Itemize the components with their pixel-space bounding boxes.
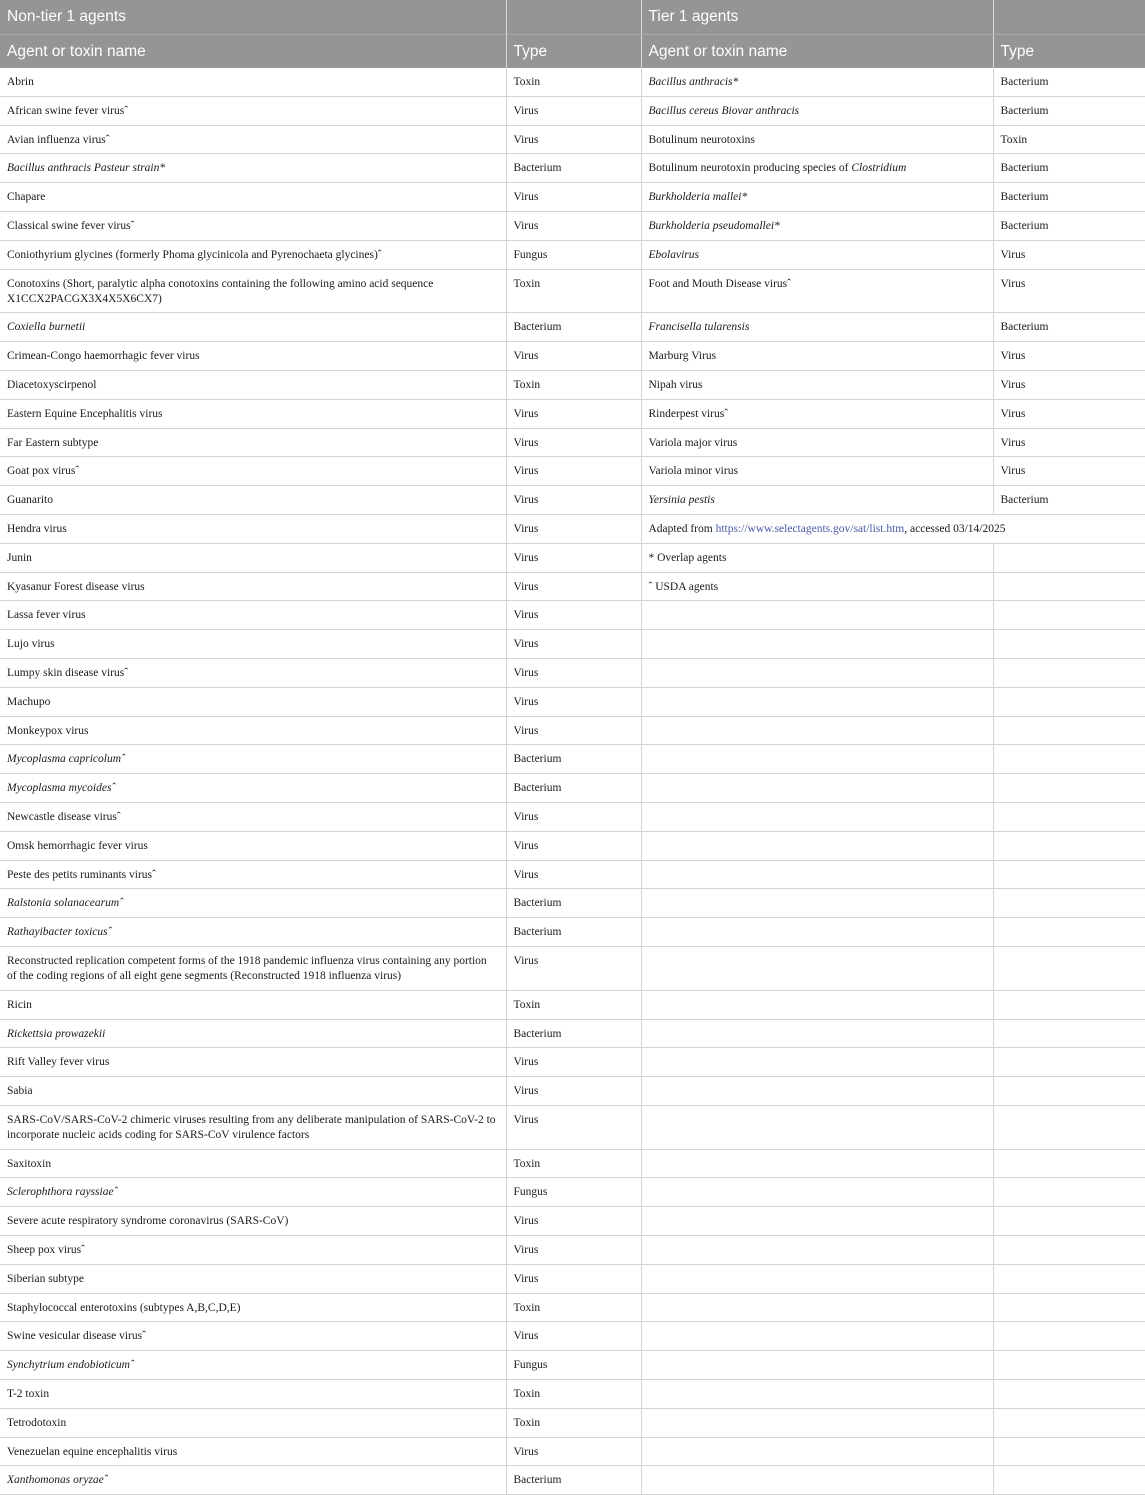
tier1-agent-name-cell: Marburg Virus	[641, 342, 993, 371]
tier1-agent-name-cell: Burkholderia mallei*	[641, 183, 993, 212]
table-row	[0, 831, 1145, 860]
table-row	[0, 990, 1145, 1019]
tier1-agent-type-cell	[993, 1322, 1145, 1351]
agent-name-cell: Sabia	[0, 1077, 506, 1106]
table-row	[0, 457, 1145, 486]
table-row	[0, 658, 1145, 687]
agent-name-cell: Swine vesicular disease virusˆ	[0, 1322, 506, 1351]
tier1-agent-type-cell	[993, 1437, 1145, 1466]
tier1-agent-type-cell	[993, 774, 1145, 803]
tier1-agent-name-cell	[641, 1207, 993, 1236]
tier1-agent-name-cell: Variola minor virus	[641, 457, 993, 486]
agent-type-cell: Virus	[506, 1236, 641, 1265]
tier1-agent-type-cell	[993, 1466, 1145, 1495]
agent-type-cell: Virus	[506, 183, 641, 212]
table-row	[0, 1105, 1145, 1149]
agent-type-cell: Virus	[506, 1048, 641, 1077]
tier1-agent-name-cell	[641, 1178, 993, 1207]
agent-name-cell: Goat pox virusˆ	[0, 457, 506, 486]
group-header-spacer	[506, 0, 641, 35]
tier1-agent-type-cell: Bacterium	[993, 183, 1145, 212]
agent-name-cell: Synchytrium endobioticumˆ	[0, 1351, 506, 1380]
tier1-agent-name-cell	[641, 1437, 993, 1466]
agent-type-cell: Toxin	[506, 370, 641, 399]
agent-name-cell: Venezuelan equine encephalitis virus	[0, 1437, 506, 1466]
column-header-agent-name: Agent or toxin name	[641, 35, 993, 69]
tier1-agent-name-cell	[641, 630, 993, 659]
tier1-agent-type-cell	[993, 1207, 1145, 1236]
table-row	[0, 154, 1145, 183]
tier1-agent-name-cell	[641, 154, 993, 183]
tier1-agent-name-cell	[641, 1149, 993, 1178]
table-row	[0, 1048, 1145, 1077]
table-row	[0, 946, 1145, 990]
tier1-agent-type-cell	[993, 1351, 1145, 1380]
table-row	[0, 860, 1145, 889]
agent-type-cell: Bacterium	[506, 1019, 641, 1048]
agent-type-cell: Virus	[506, 486, 641, 515]
agent-type-cell: Virus	[506, 543, 641, 572]
tier1-agent-type-cell	[993, 802, 1145, 831]
agent-type-cell: Toxin	[506, 1408, 641, 1437]
table-row	[0, 68, 1145, 96]
agent-type-cell: Virus	[506, 96, 641, 125]
tier1-agent-name-cell: Botulinum neurotoxins	[641, 125, 993, 154]
agent-type-cell: Virus	[506, 1322, 641, 1351]
agent-name-cell: Monkeypox virus	[0, 716, 506, 745]
agent-name-cell: Siberian subtype	[0, 1264, 506, 1293]
agent-type-cell: Virus	[506, 211, 641, 240]
tier1-agent-name-cell: Francisella tularensis	[641, 313, 993, 342]
tier1-agent-type-cell	[993, 1264, 1145, 1293]
table-row	[0, 687, 1145, 716]
tier1-agent-name-cell	[641, 1466, 993, 1495]
table-row	[0, 313, 1145, 342]
tier1-agent-name-cell	[641, 658, 993, 687]
agent-type-cell: Fungus	[506, 240, 641, 269]
agent-name-cell: Staphylococcal enterotoxins (subtypes A,B,C,D,E)	[0, 1293, 506, 1322]
tier1-agent-name-cell	[641, 1264, 993, 1293]
tier1-agent-type-cell	[993, 572, 1145, 601]
agent-name-cell: Ralstonia solanacearumˆ	[0, 889, 506, 918]
tier1-agent-type-cell	[993, 1408, 1145, 1437]
agent-name-cell: Rift Valley fever virus	[0, 1048, 506, 1077]
table-row	[0, 1466, 1145, 1495]
tier1-agent-name-cell	[641, 1019, 993, 1048]
tier1-agent-name-cell: Bacillus anthracis*	[641, 68, 993, 96]
agent-name-cell: T-2 toxin	[0, 1380, 506, 1409]
table-row	[0, 486, 1145, 515]
tier1-agent-type-cell	[993, 543, 1145, 572]
tier1-agent-type-cell	[993, 630, 1145, 659]
table-row	[0, 543, 1145, 572]
agent-name-cell: Tetrodotoxin	[0, 1408, 506, 1437]
column-header-type: Type	[993, 35, 1145, 69]
table-row	[0, 1322, 1145, 1351]
tier1-agent-type-cell: Bacterium	[993, 154, 1145, 183]
source-link[interactable]: https://www.selectagents.gov/sat/list.htm	[715, 522, 905, 535]
tier1-agent-type-cell	[993, 1178, 1145, 1207]
agent-name-cell: Diacetoxyscirpenol	[0, 370, 506, 399]
agent-type-cell: Bacterium	[506, 745, 641, 774]
tier1-agent-type-cell: Bacterium	[993, 68, 1145, 96]
tier1-agent-name-cell: ˆ USDA agents	[641, 572, 993, 601]
tier1-agent-type-cell	[993, 860, 1145, 889]
tier1-agent-name-cell: Ebolavirus	[641, 240, 993, 269]
table-row	[0, 211, 1145, 240]
agent-name-cell: Mycoplasma mycoidesˆ	[0, 774, 506, 803]
agent-type-cell: Virus	[506, 572, 641, 601]
agent-name-cell: Rathayibacter toxicusˆ	[0, 918, 506, 947]
tier1-agent-name-cell	[641, 1293, 993, 1322]
agent-name-cell: Crimean-Congo haemorrhagic fever virus	[0, 342, 506, 371]
tier1-agent-type-cell: Bacterium	[993, 211, 1145, 240]
agent-type-cell: Fungus	[506, 1178, 641, 1207]
table-row	[0, 601, 1145, 630]
agent-name-cell: Conotoxins (Short, paralytic alpha conotoxins containing the following amino acid sequence X1CCX2PACGX3X4X5X6CX7)	[0, 269, 506, 313]
agent-name-cell: Lumpy skin disease virusˆ	[0, 658, 506, 687]
group-header-non-tier1: Non-tier 1 agents	[0, 0, 506, 35]
agent-name-cell: SARS-CoV/SARS-CoV-2 chimeric viruses resulting from any deliberate manipulation of SARS-CoV-2 to incorporate nucleic acids coding for SARS-CoV virulence factors	[0, 1105, 506, 1149]
agent-type-cell: Fungus	[506, 1351, 641, 1380]
agent-name-cell: Eastern Equine Encephalitis virus	[0, 399, 506, 428]
agent-type-cell: Virus	[506, 946, 641, 990]
table-row	[0, 125, 1145, 154]
tier1-agent-genus-text: Clostridium	[851, 162, 907, 175]
table-row	[0, 370, 1145, 399]
agent-name-cell: Ricin	[0, 990, 506, 1019]
agent-name-cell: Rickettsia prowazekii	[0, 1019, 506, 1048]
agent-type-cell: Bacterium	[506, 889, 641, 918]
agent-name-cell: Sheep pox virusˆ	[0, 1236, 506, 1265]
column-header-agent-name: Agent or toxin name	[0, 35, 506, 69]
table-row	[0, 716, 1145, 745]
tier1-agent-type-cell	[993, 1149, 1145, 1178]
tier1-agent-type-cell: Virus	[993, 428, 1145, 457]
tier1-agent-type-cell: Virus	[993, 457, 1145, 486]
tier1-agent-type-cell	[993, 889, 1145, 918]
agent-name-cell: Classical swine fever virusˆ	[0, 211, 506, 240]
table-body	[0, 68, 1145, 1495]
agent-type-cell: Toxin	[506, 1293, 641, 1322]
table-row	[0, 630, 1145, 659]
agent-type-cell: Virus	[506, 860, 641, 889]
agent-type-cell: Bacterium	[506, 1466, 641, 1495]
agent-type-cell: Virus	[506, 630, 641, 659]
tier1-agent-name-cell: Rinderpest virusˆ	[641, 399, 993, 428]
tier1-agent-type-cell	[993, 1019, 1145, 1048]
group-header-spacer	[993, 0, 1145, 35]
agent-type-cell: Virus	[506, 687, 641, 716]
agent-name-cell: Reconstructed replication competent forms of the 1918 pandemic influenza virus containing any portion of the coding regions of all eight gene segments (Reconstructed 1918 influenza virus)	[0, 946, 506, 990]
agent-name-cell: Kyasanur Forest disease virus	[0, 572, 506, 601]
tier1-agent-name-cell	[641, 1322, 993, 1351]
agent-name-cell: Far Eastern subtype	[0, 428, 506, 457]
tier1-agent-type-cell	[993, 658, 1145, 687]
tier1-agent-name-cell: Bacillus cereus Biovar anthracis	[641, 96, 993, 125]
agent-type-cell: Virus	[506, 1437, 641, 1466]
tier1-agent-name-cell	[641, 1105, 993, 1149]
tier1-agent-name-cell: Yersinia pestis	[641, 486, 993, 515]
tier1-agent-type-cell	[993, 1380, 1145, 1409]
tier1-agent-type-cell: Virus	[993, 240, 1145, 269]
tier1-agent-name-cell	[641, 946, 993, 990]
table-row	[0, 802, 1145, 831]
tier1-agent-name-cell	[641, 1048, 993, 1077]
agent-name-cell: Severe acute respiratory syndrome coronavirus (SARS-CoV)	[0, 1207, 506, 1236]
agent-type-cell: Virus	[506, 342, 641, 371]
agent-name-cell: Peste des petits ruminants virusˆ	[0, 860, 506, 889]
agent-type-cell: Toxin	[506, 990, 641, 1019]
tier1-agent-name-cell: Nipah virus	[641, 370, 993, 399]
tier1-agent-type-cell	[993, 946, 1145, 990]
tier1-agent-type-cell: Virus	[993, 370, 1145, 399]
agent-name-cell: Saxitoxin	[0, 1149, 506, 1178]
agent-type-cell: Virus	[506, 802, 641, 831]
agent-type-cell: Virus	[506, 457, 641, 486]
table-row	[0, 240, 1145, 269]
table-row	[0, 572, 1145, 601]
source-footnote	[641, 514, 1145, 543]
agent-type-cell: Toxin	[506, 269, 641, 313]
table-row	[0, 1264, 1145, 1293]
agent-name-cell: Machupo	[0, 687, 506, 716]
table-row	[0, 1149, 1145, 1178]
agent-type-cell: Virus	[506, 658, 641, 687]
tier1-agent-name-cell	[641, 1351, 993, 1380]
agent-name-cell: Guanarito	[0, 486, 506, 515]
agent-type-cell: Virus	[506, 125, 641, 154]
tier1-agent-name-cell	[641, 745, 993, 774]
agent-type-cell: Toxin	[506, 1149, 641, 1178]
table-row	[0, 1293, 1145, 1322]
table-row	[0, 1207, 1145, 1236]
table-row	[0, 1019, 1145, 1048]
tier1-agent-type-cell	[993, 601, 1145, 630]
agent-name-cell: Xanthomonas oryzaeˆ	[0, 1466, 506, 1495]
agent-type-cell: Virus	[506, 1077, 641, 1106]
table-row	[0, 428, 1145, 457]
table-row	[0, 399, 1145, 428]
table-row	[0, 183, 1145, 212]
agent-name-cell: Coxiella burnetii	[0, 313, 506, 342]
tier1-agent-name-cell	[641, 889, 993, 918]
table-row	[0, 269, 1145, 313]
agent-name-cell: Lassa fever virus	[0, 601, 506, 630]
table-row	[0, 1236, 1145, 1265]
tier1-agent-name-cell: Foot and Mouth Disease virusˆ	[641, 269, 993, 313]
tier1-agent-name-cell	[641, 687, 993, 716]
footnote-prefix: Adapted from	[648, 522, 713, 535]
table-row	[0, 514, 1145, 543]
agent-type-cell: Virus	[506, 601, 641, 630]
tier1-agent-name-cell	[641, 802, 993, 831]
agent-type-cell: Virus	[506, 428, 641, 457]
agent-type-cell: Virus	[506, 399, 641, 428]
tier1-agent-type-cell	[993, 1048, 1145, 1077]
tier1-agent-name-cell	[641, 1408, 993, 1437]
column-header-type: Type	[506, 35, 641, 69]
table-row	[0, 1408, 1145, 1437]
tier1-agent-type-cell	[993, 687, 1145, 716]
table-row	[0, 774, 1145, 803]
tier1-agent-name-cell	[641, 918, 993, 947]
agent-name-cell: Coniothyrium glycines (formerly Phoma glycinicola and Pyrenochaeta glycines)ˆ	[0, 240, 506, 269]
table-row	[0, 745, 1145, 774]
agent-type-cell: Virus	[506, 716, 641, 745]
agent-type-cell: Virus	[506, 1207, 641, 1236]
agent-name-cell: Abrin	[0, 68, 506, 96]
agent-name-cell: Chapare	[0, 183, 506, 212]
tier1-agent-type-cell: Bacterium	[993, 313, 1145, 342]
agent-type-cell: Bacterium	[506, 154, 641, 183]
tier1-agent-name-cell: Burkholderia pseudomallei*	[641, 211, 993, 240]
agent-type-cell: Virus	[506, 831, 641, 860]
tier1-agent-type-cell: Bacterium	[993, 96, 1145, 125]
agent-name-cell: African swine fever virusˆ	[0, 96, 506, 125]
tier1-agent-name-cell	[641, 990, 993, 1019]
table-row	[0, 889, 1145, 918]
agent-type-cell: Bacterium	[506, 313, 641, 342]
agent-type-cell: Toxin	[506, 1380, 641, 1409]
tier1-agent-type-cell	[993, 1236, 1145, 1265]
tier1-agent-type-cell	[993, 1077, 1145, 1106]
tier1-agent-name-cell	[641, 601, 993, 630]
agent-type-cell: Virus	[506, 1105, 641, 1149]
tier1-agent-type-cell: Virus	[993, 342, 1145, 371]
agent-name-cell: Avian influenza virusˆ	[0, 125, 506, 154]
agent-type-cell: Virus	[506, 514, 641, 543]
tier1-agent-type-cell	[993, 745, 1145, 774]
table-row	[0, 1077, 1145, 1106]
tier1-agent-type-cell	[993, 1293, 1145, 1322]
agent-name-cell: Mycoplasma capricolumˆ	[0, 745, 506, 774]
tier1-agent-name-cell	[641, 1077, 993, 1106]
agent-name-cell: Omsk hemorrhagic fever virus	[0, 831, 506, 860]
table-row	[0, 1351, 1145, 1380]
agent-type-cell: Toxin	[506, 68, 641, 96]
footnote-suffix: , accessed 03/14/2025	[904, 522, 1006, 535]
tier1-agent-type-cell: Virus	[993, 269, 1145, 313]
tier1-agent-name-cell	[641, 1380, 993, 1409]
tier1-agent-name-cell	[641, 1236, 993, 1265]
tier1-agent-type-cell	[993, 918, 1145, 947]
tier1-agent-type-cell: Bacterium	[993, 486, 1145, 515]
tier1-agent-type-cell: Toxin	[993, 125, 1145, 154]
table-row	[0, 918, 1145, 947]
agent-name-cell: Lujo virus	[0, 630, 506, 659]
tier1-agent-name-cell	[641, 860, 993, 889]
agent-name-cell: Sclerophthora rayssiaeˆ	[0, 1178, 506, 1207]
group-header-tier1: Tier 1 agents	[641, 0, 993, 35]
tier1-agent-name-cell	[641, 774, 993, 803]
table-row	[0, 1178, 1145, 1207]
table-row	[0, 1380, 1145, 1409]
tier1-agent-type-cell: Virus	[993, 399, 1145, 428]
tier1-agent-type-cell	[993, 831, 1145, 860]
agent-type-cell: Bacterium	[506, 918, 641, 947]
agent-name-cell: Hendra virus	[0, 514, 506, 543]
agent-name-cell: Junin	[0, 543, 506, 572]
agent-type-cell: Virus	[506, 1264, 641, 1293]
tier1-agent-type-cell	[993, 1105, 1145, 1149]
agent-name-cell: Bacillus anthracis Pasteur strain*	[0, 154, 506, 183]
tier1-agent-name-text: Botulinum neurotoxin producing species of	[648, 162, 852, 175]
tier1-agent-name-cell: * Overlap agents	[641, 543, 993, 572]
table-row	[0, 1437, 1145, 1466]
tier1-agent-type-cell	[993, 716, 1145, 745]
tier1-agent-name-cell: Variola major virus	[641, 428, 993, 457]
agent-type-cell: Bacterium	[506, 774, 641, 803]
tier1-agent-name-cell	[641, 716, 993, 745]
table-row	[0, 342, 1145, 371]
tier1-agent-type-cell	[993, 990, 1145, 1019]
table-row	[0, 96, 1145, 125]
tier1-agent-name-cell	[641, 831, 993, 860]
agent-name-cell: Newcastle disease virusˆ	[0, 802, 506, 831]
